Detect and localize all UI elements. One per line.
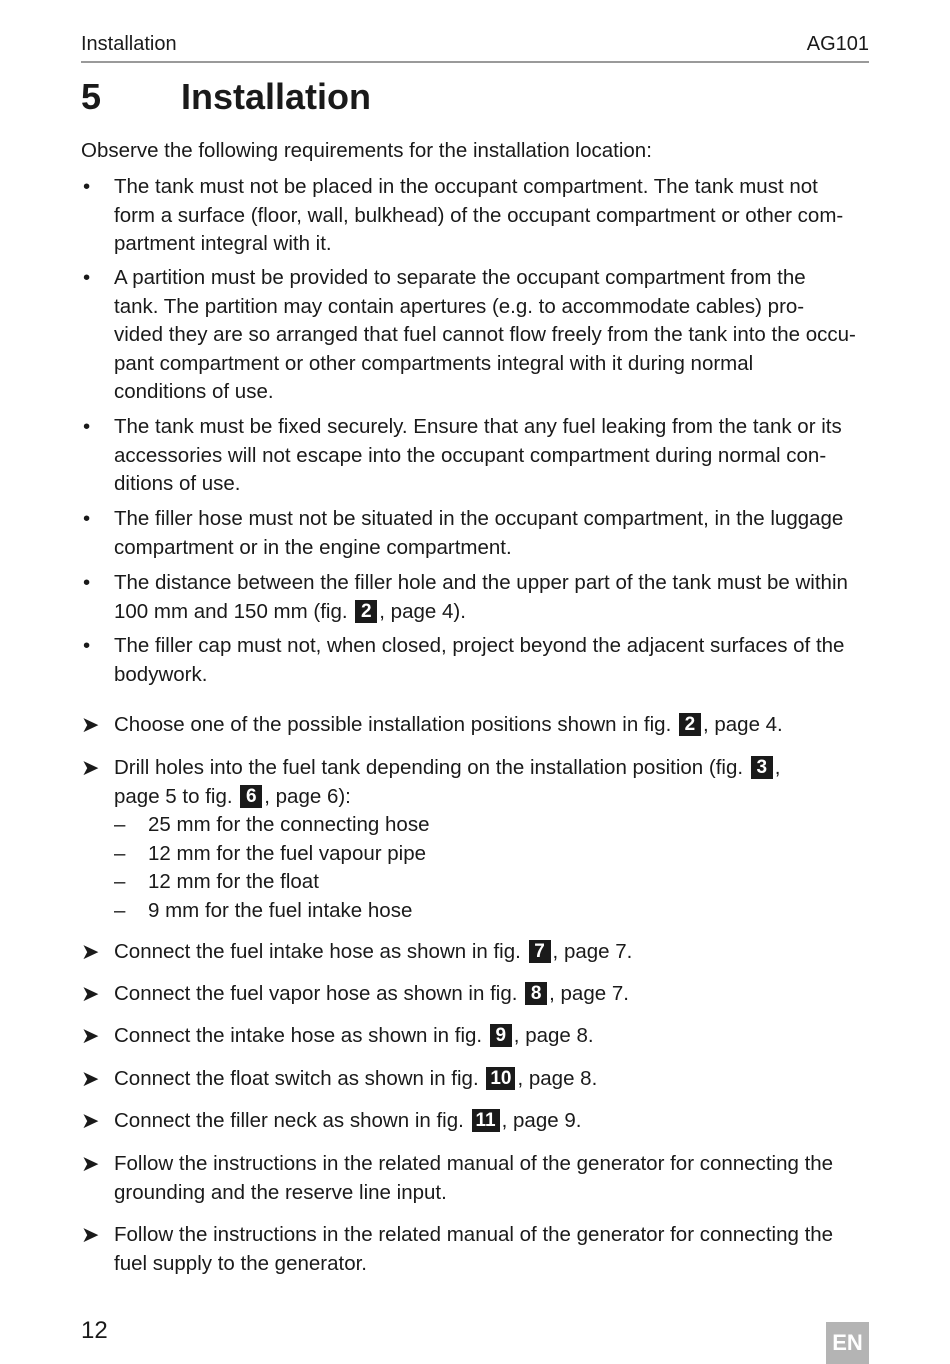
step-line xyxy=(114,1065,869,1094)
figure-reference-badge[interactable]: 6 xyxy=(240,785,262,808)
step-text: Connect the float switch as shown in fig. xyxy=(114,1067,479,1090)
requirement-line: vided they are so arranged that fuel cannot flow freely from the tank into the occu- xyxy=(114,323,856,346)
arrow-icon: ➤ xyxy=(81,1108,100,1133)
bullet-marker: • xyxy=(83,634,91,657)
sub-list-text: 25 mm for the connecting hose xyxy=(148,813,430,836)
intro-paragraph: Observe the following requirements for the installation location: xyxy=(81,139,652,162)
bullet-marker: • xyxy=(83,507,91,530)
sub-list-item xyxy=(114,897,869,926)
step-text: Choose one of the possible installation positions shown in fig. xyxy=(114,713,672,736)
step-line xyxy=(114,783,869,812)
requirement-line: pant compartment or other compartments integral with it during normal xyxy=(114,351,754,375)
dash-marker: – xyxy=(114,870,126,893)
figure-reference-badge[interactable]: 9 xyxy=(490,1024,512,1047)
requirement-line: The tank must be fixed securely. Ensure that any fuel leaking from the tank or its xyxy=(114,415,842,438)
arrow-icon: ➤ xyxy=(81,1151,100,1176)
chapter-heading xyxy=(81,76,371,124)
figure-reference-badge[interactable]: 2 xyxy=(679,713,701,736)
sub-list-item xyxy=(114,868,869,897)
step-text: , page 9. xyxy=(501,1109,582,1132)
language-tab: EN xyxy=(826,1322,869,1364)
step-text: , page 7. xyxy=(552,940,633,963)
step-text: , page 4. xyxy=(702,713,783,736)
bullet-marker: • xyxy=(83,266,91,289)
step-text: , page 8. xyxy=(517,1067,598,1090)
requirement-line: The filler hose must not be situated in the occupant compartment, in the luggage xyxy=(114,507,844,530)
requirement-line: form a surface (floor, wall, bulkhead) of the occupant compartment or other com- xyxy=(114,203,844,227)
arrow-icon: ➤ xyxy=(81,939,100,964)
requirement-item xyxy=(81,569,869,626)
figure-reference-badge[interactable]: 2 xyxy=(355,600,377,623)
running-header xyxy=(81,31,869,63)
step-line xyxy=(114,754,869,783)
step-text: , page 6): xyxy=(264,784,351,808)
figure-reference-badge[interactable]: 10 xyxy=(486,1067,515,1090)
step-line xyxy=(114,1022,869,1051)
dash-marker: – xyxy=(114,898,126,922)
step-item xyxy=(81,754,869,925)
arrow-icon: ➤ xyxy=(81,1023,100,1048)
step-text: , page 8. xyxy=(513,1024,594,1047)
step-text: page 5 to fig. xyxy=(114,784,233,808)
arrow-icon: ➤ xyxy=(81,981,100,1006)
header-model-name: AG101 xyxy=(806,33,869,55)
sub-list-item xyxy=(114,840,869,869)
requirement-line xyxy=(114,598,869,627)
step-item xyxy=(81,1221,869,1278)
step-text: Connect the intake hose as shown in fig. xyxy=(114,1024,483,1047)
figure-reference-badge[interactable]: 3 xyxy=(751,756,773,779)
sub-list-item xyxy=(114,811,869,840)
step-line xyxy=(114,938,869,967)
figure-reference-badge[interactable]: 7 xyxy=(529,940,551,963)
arrow-icon: ➤ xyxy=(81,712,100,737)
page-number: 12 xyxy=(81,1317,108,1344)
requirement-line: The tank must not be placed in the occupant compartment. The tank must not xyxy=(114,175,818,198)
figure-reference-badge[interactable]: 8 xyxy=(525,982,547,1005)
requirement-line: A partition must be provided to separate the occupant compartment from the xyxy=(114,266,806,289)
bullet-marker: • xyxy=(83,175,91,198)
requirement-text: 100 mm and 150 mm (fig. xyxy=(114,599,348,623)
step-item xyxy=(81,1107,869,1136)
step-text: Connect the fuel intake hose as shown in fig. xyxy=(114,940,521,963)
requirement-line: accessories will not escape into the occupant compartment during normal con- xyxy=(114,443,827,467)
header-section-name: Installation xyxy=(81,33,177,55)
step-item xyxy=(81,938,869,967)
requirement-line: The filler cap must not, when closed, project beyond the adjacent surfaces of the xyxy=(114,634,845,657)
requirement-item xyxy=(81,632,869,689)
chapter-number: 5 xyxy=(81,76,102,117)
requirement-line: ditions of use. xyxy=(114,472,241,495)
requirement-text: , page 4). xyxy=(379,599,466,623)
step-line: fuel supply to the generator. xyxy=(114,1251,368,1275)
requirement-item xyxy=(81,413,869,499)
step-text: Drill holes into the fuel tank depending on the installation position (fig. xyxy=(114,756,744,779)
step-item xyxy=(81,1022,869,1051)
step-item xyxy=(81,711,869,740)
step-line: grounding and the reserve line input. xyxy=(114,1180,447,1204)
sub-list-text: 12 mm for the float xyxy=(148,870,319,893)
arrow-icon: ➤ xyxy=(81,1066,100,1091)
requirement-line: The distance between the filler hole and the upper part of the tank must be within xyxy=(114,571,848,594)
bullet-marker: • xyxy=(83,415,91,438)
dash-marker: – xyxy=(114,841,126,865)
sub-list-text: 12 mm for the fuel vapour pipe xyxy=(148,841,427,865)
requirement-line: tank. The partition may contain apertures (e.g. to accommodate cables) pro- xyxy=(114,294,805,318)
step-line xyxy=(114,711,869,740)
requirement-line: conditions of use. xyxy=(114,380,274,403)
requirement-line: bodywork. xyxy=(114,662,208,686)
step-text: Connect the fuel vapor hose as shown in fig. xyxy=(114,982,518,1005)
step-line: Follow the instructions in the related manual of the generator for connecting the xyxy=(114,1152,834,1175)
requirement-item xyxy=(81,173,869,259)
requirement-line: partment integral with it. xyxy=(114,232,332,255)
requirement-item xyxy=(81,505,869,562)
bullet-marker: • xyxy=(83,571,91,594)
step-text: , xyxy=(774,756,781,779)
requirement-line: compartment or in the engine compartment. xyxy=(114,535,512,559)
step-line: Follow the instructions in the related manual of the generator for connecting the xyxy=(114,1223,834,1246)
step-line xyxy=(114,1107,869,1136)
requirement-item xyxy=(81,264,869,407)
figure-reference-badge[interactable]: 11 xyxy=(472,1109,500,1132)
step-item xyxy=(81,980,869,1009)
sub-list-text: 9 mm for the fuel intake hose xyxy=(148,898,413,922)
chapter-title: Installation xyxy=(181,76,372,117)
step-line xyxy=(114,980,869,1009)
step-item xyxy=(81,1150,869,1207)
step-text: , page 7. xyxy=(549,982,629,1005)
dash-marker: – xyxy=(114,813,126,836)
arrow-icon: ➤ xyxy=(81,755,100,780)
step-text: Connect the filler neck as shown in fig. xyxy=(114,1109,464,1132)
step-item xyxy=(81,1065,869,1094)
arrow-icon: ➤ xyxy=(81,1222,100,1247)
